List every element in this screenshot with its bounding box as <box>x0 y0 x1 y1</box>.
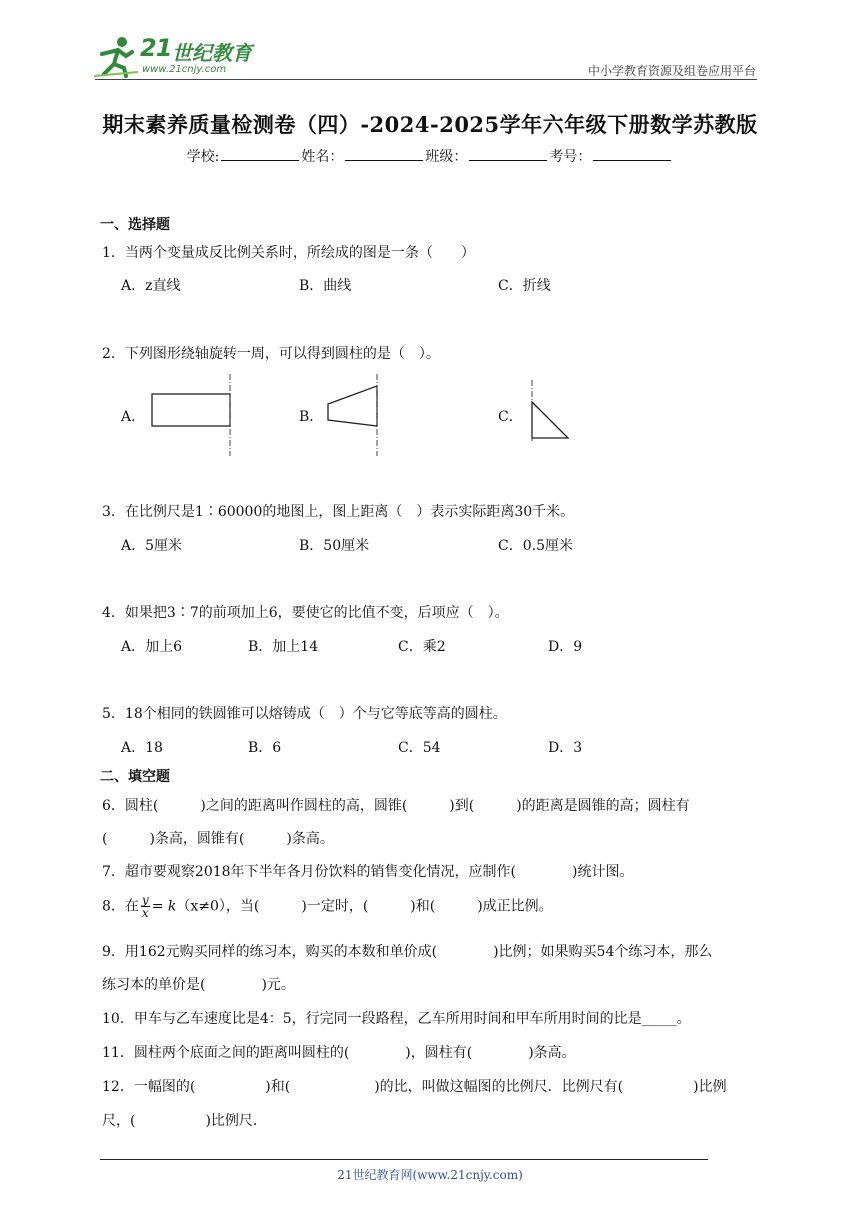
class-blank[interactable] <box>469 146 547 161</box>
q1-option-b[interactable]: B．曲线 <box>299 278 352 294</box>
q2-figure-c <box>524 380 574 442</box>
header-divider <box>95 79 757 80</box>
name-label: 姓名： <box>301 149 344 165</box>
logo <box>92 34 262 78</box>
q1-option-c[interactable]: C．折线 <box>498 278 551 294</box>
name-blank[interactable] <box>345 146 423 161</box>
question-12-line-1: 12．一幅图的( )和( )的比，叫做这幅图的比例尺．比例尺有( )比例 <box>102 1079 727 1095</box>
q2-option-a[interactable]: A． <box>121 409 146 425</box>
q4-option-d[interactable]: D．9 <box>548 639 583 655</box>
question-4: 4．如果把3∶7的前项加上6，要使它的比值不变，后项应（ ）。 <box>102 605 509 621</box>
question-10: 10．甲车与乙车速度比是4：5，行完同一段路程，乙车所用时间和甲车所用时间的比是_____。 <box>102 1011 691 1027</box>
q8-denominator: x <box>141 906 149 920</box>
question-12-line-2: 尺，( )比例尺． <box>102 1113 267 1129</box>
exam-no-label: 考号： <box>549 149 592 165</box>
question-7: 7．超市要观察2018年下半年各月份饮料的销售变化情况，应制作( )统计图。 <box>102 864 634 880</box>
q8-fraction <box>141 894 150 919</box>
q5-option-b[interactable]: B．6 <box>248 740 282 756</box>
q5-option-a[interactable]: A．18 <box>121 740 163 756</box>
q2-figure-b <box>325 374 385 456</box>
q3-option-b[interactable]: B．50厘米 <box>299 538 370 554</box>
student-info-row <box>0 146 860 166</box>
q3-option-c[interactable]: C．0.5厘米 <box>498 538 573 554</box>
question-5: 5．18个相同的铁圆锥可以熔铸成（ ）个与它等底等高的圆柱。 <box>102 706 507 722</box>
q2-option-b[interactable]: B． <box>299 409 324 425</box>
q8-numerator: y <box>141 893 149 907</box>
q2-figure-a <box>150 374 240 456</box>
question-6-line-1: 6．圆柱( )之间的距离叫作圆柱的高，圆锥( )到( )的距离是圆锥的高；圆柱有 <box>102 798 690 814</box>
logo-text: 世纪教育 <box>172 41 252 65</box>
exam-no-blank[interactable] <box>593 146 671 161</box>
q4-option-a[interactable]: A．加上6 <box>121 639 183 655</box>
q2-option-c[interactable]: C． <box>498 409 523 425</box>
school-label: 学校: <box>186 149 220 165</box>
q5-option-c[interactable]: C．54 <box>398 740 441 756</box>
q4-option-b[interactable]: B．加上14 <box>248 639 319 655</box>
q3-option-a[interactable]: A．5厘米 <box>121 538 183 554</box>
section-choice-heading: 一、选择题 <box>100 217 170 233</box>
school-blank[interactable] <box>221 146 299 161</box>
footer-divider <box>100 1159 708 1160</box>
q8-suffix: （x≠0），当( )一定时，( )和( )成正比例。 <box>176 898 553 915</box>
question-11: 11．圆柱两个底面之间的距离叫圆柱的( )，圆柱有( )条高。 <box>102 1045 576 1061</box>
page-title: 期末素养质量检测卷（四）-2024-2025学年六年级下册数学苏教版 <box>102 112 758 137</box>
q5-option-d[interactable]: D．3 <box>548 740 583 756</box>
q4-option-c[interactable]: C．乘2 <box>398 639 446 655</box>
runner-logo-icon <box>92 34 140 78</box>
q1-option-a[interactable]: A．z直线 <box>121 278 181 294</box>
q8-prefix: 8．在 <box>102 898 139 915</box>
logo-url: www.21cnjy.com <box>142 64 227 75</box>
q8-equation: = k <box>151 898 177 915</box>
question-2: 2．下列图形绕轴旋转一周，可以得到圆柱的是（ ）。 <box>102 346 440 362</box>
question-9-line-1: 9．用162元购买同样的练习本，购买的本数和单价成( )比例；如果购买54个练习本，那么 <box>102 944 713 960</box>
question-3: 3．在比例尺是1∶60000的地图上，图上距离（ ）表示实际距离30千米。 <box>102 504 575 520</box>
question-8 <box>102 894 553 919</box>
platform-name: 中小学教育资源及组卷应用平台 <box>587 64 756 78</box>
class-label: 班级： <box>425 149 468 165</box>
question-6-line-2: ( )条高，圆锥有( )条高。 <box>102 831 334 847</box>
section-fill-heading: 二、填空题 <box>100 769 170 785</box>
footer-link[interactable]: 21世纪教育网(www.21cnjy.com) <box>337 1168 523 1182</box>
question-1: 1．当两个变量成反比例关系时，所绘成的图是一条（ ） <box>102 245 475 261</box>
question-9-line-2: 练习本的单价是( )元。 <box>102 977 295 993</box>
logo-number: 21 <box>140 34 172 62</box>
